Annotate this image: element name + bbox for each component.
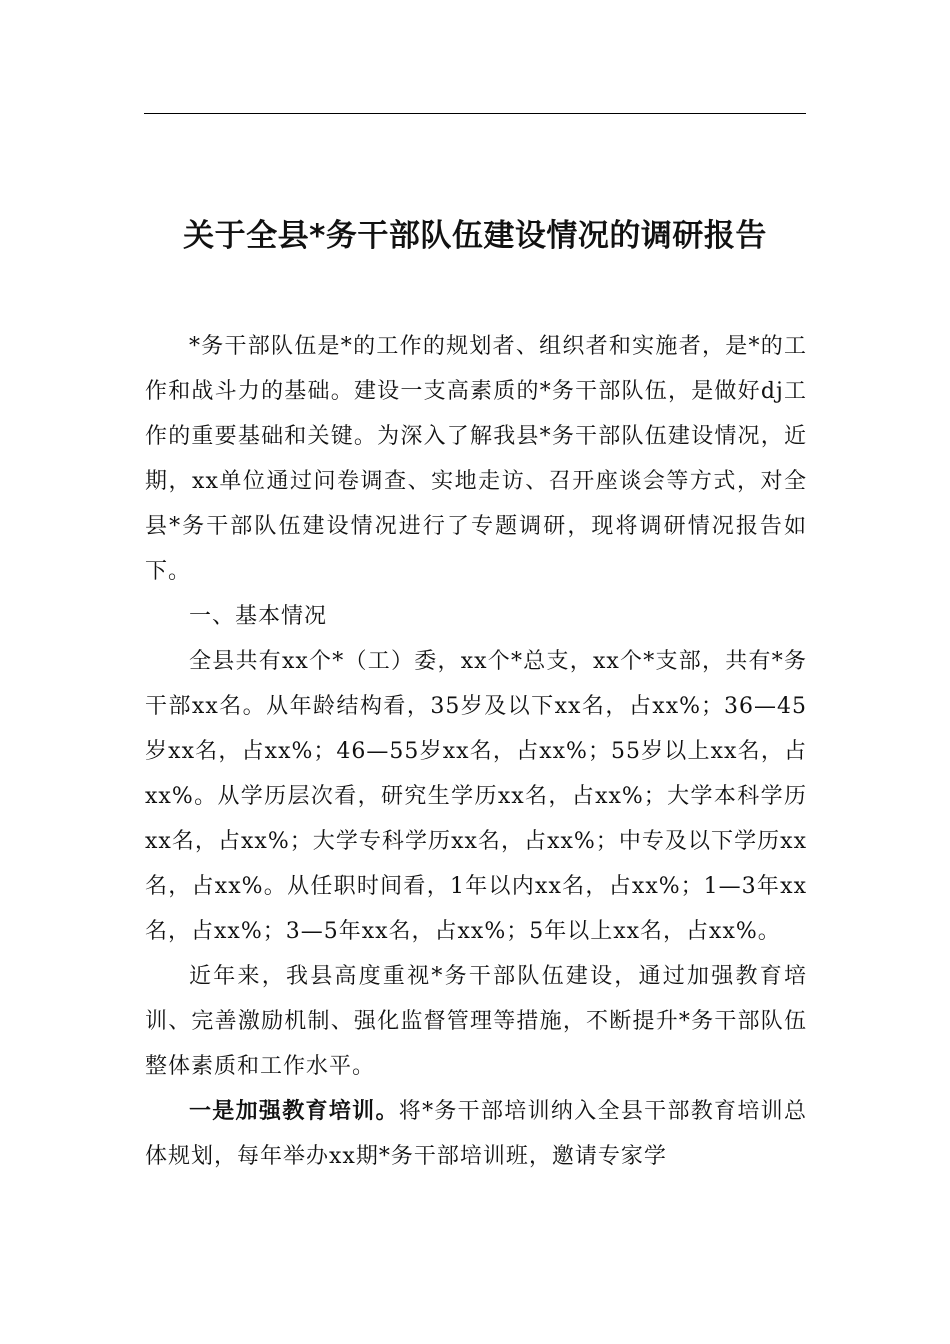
section-heading-basic-situation: 一、基本情况 [189,604,328,629]
header-rule [144,113,806,114]
document-title: 关于全县*务干部队伍建设情况的调研报告 [183,217,767,254]
paragraph-statistics: 全县共有xx个*（工）委，xx个*总支，xx个*支部，共有*务干部xx名。从年龄结构看，35岁及以下xx名，占xx%；36—45岁xx名，占xx%；46—55岁xx名，占xx%；55岁以上xx名，占xx%。从学历层次看，研究生学历xx名，占xx%；大学本科学历xx名，占xx%；大学专科学历xx名，占xx%；中专及以下学历xx名，占xx%。从任职时间看，1年以内xx名，占xx%；1—3年xx名，占xx%；3—5年xx名，占xx%；5年以上xx名，占xx%。 [145,649,807,944]
paragraph-training-lead: 一是加强教育培训。 [189,1099,399,1124]
paragraph-intro: *务干部队伍是*的工作的规划者、组织者和实施者，是*的工作和战斗力的基础。建设一支高素质的*务干部队伍，是做好dj工作的重要基础和关键。为深入了解我县*务干部队伍建设情况，近期，xx单位通过问卷调查、实地走访、召开座谈会等方式，对全县*务干部队伍建设情况进行了专题调研，现将调研情况报告如下。 [145,334,807,584]
paragraph-overview: 近年来，我县高度重视*务干部队伍建设，通过加强教育培训、完善激励机制、强化监督管理等措施，不断提升*务干部队伍整体素质和工作水平。 [145,964,807,1079]
paragraph-training [145,1089,807,1179]
document-body [145,324,807,1179]
paragraph-training-text: 将*务干部培训纳入全县干部教育培训总体规划，每年举办xx期*务干部培训班，邀请专家学 [145,1099,807,1169]
